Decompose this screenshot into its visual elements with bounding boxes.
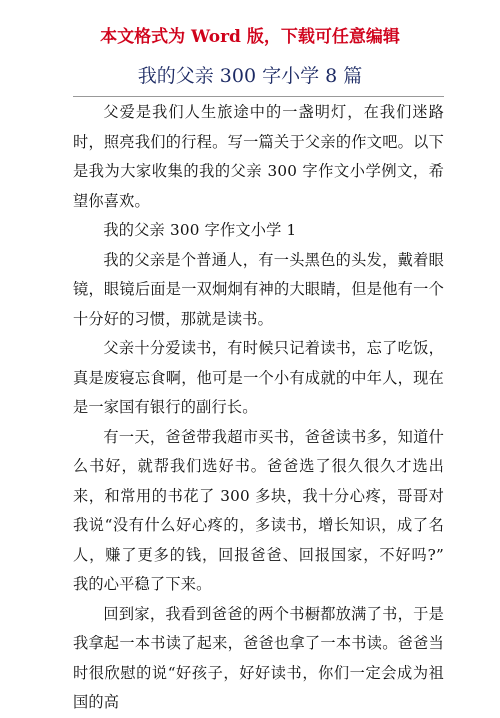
intro-paragraph: 父爱是我们人生旅途中的一盏明灯，在我们迷路时，照亮我们的行程。写一篇关于父亲的作文吧。以下是我为大家收集的我的父亲 300 字作文小学例文，希望你喜欢。 [73,103,444,210]
essay-paragraph: 回到家，我看到爸爸的两个书橱都放满了书，于是我拿起一本书读了起来，爸爸也拿了一本书读。爸爸当时很欣慰的说“好孩子，好好读书，你们一定会成为祖国的高 [73,604,444,711]
document-body [73,98,444,718]
document-title: 我的父亲 300 字小学 8 篇 [137,65,363,87]
title-divider [73,96,444,97]
format-notice-banner: 本文格式为 Word 版，下载可任意编辑 [100,27,400,47]
essay-paragraph: 我的父亲是个普通人，有一头黑色的头发，戴着眼镜，眼镜后面是一双炯炯有神的大眼睛，但是他有一个十分好的习惯，那就是读书。 [73,250,444,328]
essay-paragraph: 父亲十分爱读书，有时候只记着读书，忘了吃饭，真是废寝忘食啊，他可是一个小有成就的中年人，现在是一家国有银行的副行长。 [73,339,444,416]
essay-paragraph: 有一天，爸爸带我超市买书，爸爸读书多，知道什么书好，就帮我们选好书。爸爸选了很久很久才选出来，和常用的书花了 300 多块，我十分心疼，哥哥对我说“没有什么好心疼的，多读书，增长知识，成了名人，赚了更多的钱，回报爸爸、回报国家，不好吗?” 我的心平稳了下来。 [73,427,444,593]
essay-heading: 我的父亲 300 字作文小学 1 [103,221,297,239]
